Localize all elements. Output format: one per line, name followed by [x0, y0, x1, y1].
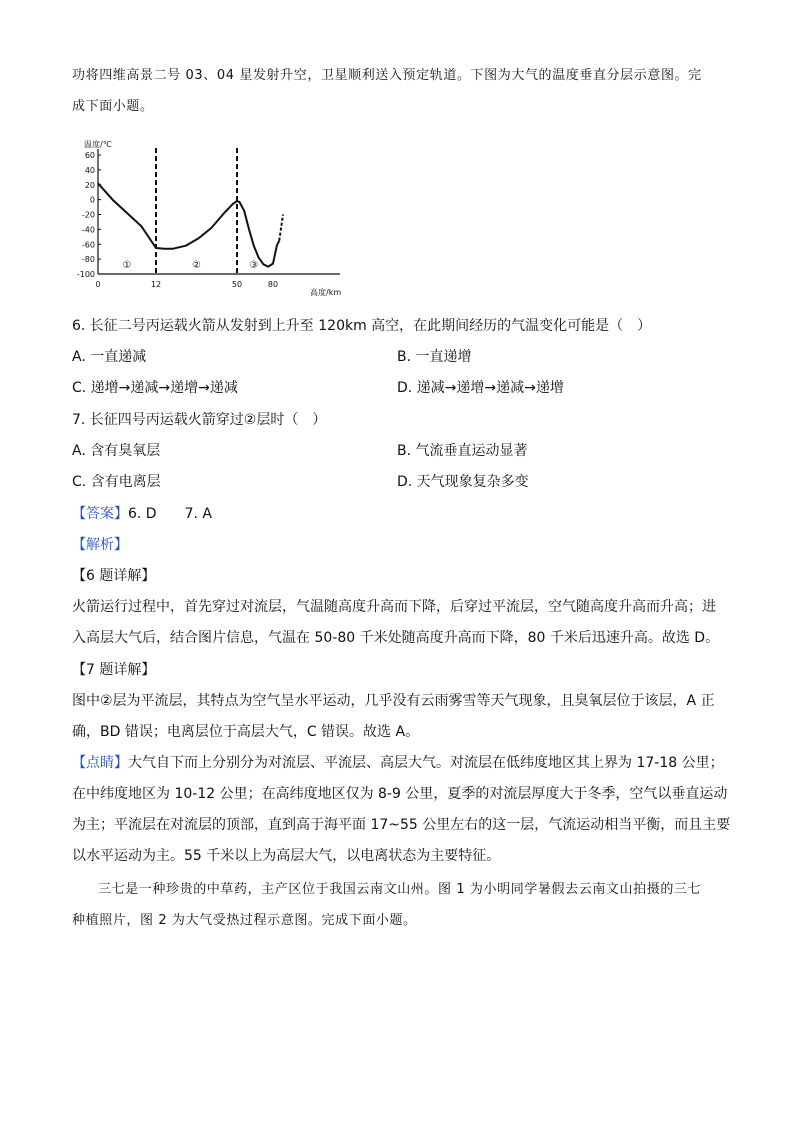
temperature-curve-dashed-tail [279, 215, 283, 241]
q6-option-c: C. 递增→递减→递增→递减 [72, 380, 238, 396]
detail6-line-2: 入高层大气后，结合图片信息，气温在 50-80 千米处随高度升高而下降，80 千米后迅速升高。故选 D。 [72, 630, 720, 646]
y-tick-label: 20 [84, 180, 95, 190]
q6-option-d: D. 递减→递增→递减→递增 [397, 380, 564, 396]
y-tick-label: 0 [89, 195, 95, 205]
next-intro-line-1: 三七是一种珍贵的中草药，主产区位于我国云南文山州。图 1 为小明同学暑假去云南文山拍摄的三七 [98, 882, 702, 897]
intro-line-1: 功将四维高景二号 03、04 星发射升空，卫星顺利送入预定轨道。下图为大气的温度垂直分层示意图。完 [72, 68, 702, 83]
q7-option-d: D. 天气现象复杂多变 [397, 474, 529, 490]
chart-svg [72, 138, 372, 300]
point-text-1: 大气自下而上分别分为对流层、平流层、高层大气。对流层在低纬度地区其上界为 17-18 公里； [128, 755, 724, 771]
layer-marker-1: ① [122, 260, 132, 271]
y-tick-label: -100 [76, 270, 95, 279]
x-axis-label: 高度/km [310, 288, 342, 297]
answer-line [72, 504, 212, 524]
point-line-4: 以水平运动为主。55 千米以上为高层大气，以电离状态为主要特征。 [72, 848, 501, 864]
y-tick-label: 40 [84, 165, 95, 175]
layer-marker-3: ③ [249, 260, 259, 271]
detail7-line-2: 确，BD 错误；电离层位于高层大气，C 错误。故选 A。 [72, 724, 420, 740]
q7-option-b: B. 气流垂直运动显著 [397, 443, 528, 459]
y-tick-label: 60 [84, 151, 95, 160]
temperature-curve [98, 183, 279, 266]
q7-stem: 7. 长征四号丙运载火箭穿过②层时（ ） [72, 412, 327, 428]
x-tick-label: 0 [95, 280, 101, 289]
temperature-profile-chart [72, 138, 372, 300]
analysis-label: 【解析】 [72, 537, 128, 553]
q6-option-b: B. 一直递增 [397, 349, 472, 365]
detail7-label: 【7 题详解】 [72, 662, 156, 678]
y-axis-label: 温度/℃ [84, 140, 112, 149]
y-tick-label: -40 [81, 225, 95, 235]
detail7-line-1: 图中②层为平流层，其特点为空气呈水平运动，几乎没有云雨雾雪等天气现象，且臭氧层位于该层，A 正 [72, 693, 715, 709]
q7-option-a: A. 含有臭氧层 [72, 443, 161, 459]
x-tick-label: 12 [150, 280, 162, 289]
point-label: 【点睛】 [72, 755, 128, 771]
y-tick-label: -20 [81, 210, 95, 220]
y-tick-label: -80 [81, 255, 95, 265]
y-tick-label: -60 [81, 240, 95, 250]
point-line-3: 为主；平流层在对流层的顶部，直到高于海平面 17~55 公里左右的这一层，气流运动相当平衡，而且主要 [72, 817, 731, 833]
q6-stem: 6. 长征二号丙运载火箭从发射到上升至 120km 高空，在此期间经历的气温变化可能是（ ） [72, 318, 652, 334]
detail6-line-1: 火箭运行过程中，首先穿过对流层，气温随高度升高而下降，后穿过平流层，空气随高度升高而升高；进 [72, 599, 716, 615]
intro-line-2: 成下面小题。 [72, 99, 154, 114]
detail6-label: 【6 题详解】 [72, 568, 156, 584]
answer-label: 【答案】 [72, 506, 128, 522]
x-tick-label: 50 [231, 280, 243, 289]
point-line-1 [72, 753, 724, 773]
layer-marker-2: ② [192, 260, 201, 271]
next-intro-line-2: 种植照片，图 2 为大气受热过程示意图。完成下面小题。 [72, 913, 417, 928]
q6-option-a: A. 一直递减 [72, 349, 147, 365]
x-tick-label: 80 [267, 280, 279, 289]
q7-option-c: C. 含有电离层 [72, 474, 161, 490]
point-line-2: 在中纬度地区为 10-12 公里；在高纬度地区仅为 8-9 公里，夏季的对流层厚度大于冬季，空气以垂直运动 [72, 786, 728, 802]
answer-text: 6. D 7. A [128, 506, 212, 522]
